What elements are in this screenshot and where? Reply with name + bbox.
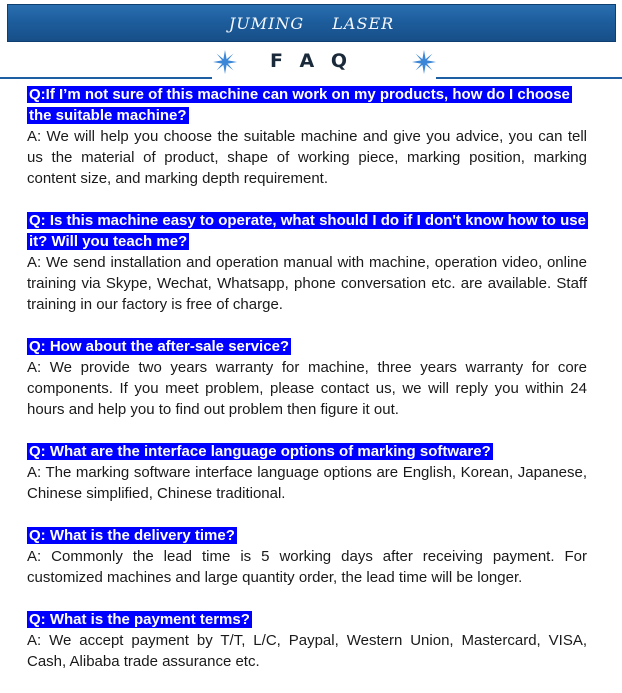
brand-title: JUMING LASER [228,13,395,33]
faq-heading-row [0,44,622,78]
faq-question: Q: Is this machine easy to operate, what should I do if I don't know how to use it? Will you teach me? [29,212,586,250]
faq-answer: A: We provide two years warranty for machine, three years warranty for core components. If you meet problem, please contact us, we will reply you within 24 hours and help you to find out problem then figure it out. [27,359,587,418]
faq-question: Q: What is the payment terms? [29,611,250,628]
faq-answer: A: We accept payment by T/T, L/C, Paypal, Western Union, Mastercard, VISA, Cash, Alibaba trade assurance etc. [27,632,587,670]
faq-item [27,609,587,672]
divider-line-right [436,77,622,79]
faq-item [27,84,587,189]
faq-answer: A: Commonly the lead time is 5 working days after receiving payment. For customized machines and large quantity order, the lead time will be longer. [27,548,587,586]
faq-answer: A: We send installation and operation manual with machine, operation video, online training via Skype, Wechat, Whatsapp, phone conversation etc. are available. Staff training in our factory is free of charge. [27,254,587,313]
faq-question: Q: How about the after-sale service? [29,338,290,355]
faq-list [27,84,587,693]
faq-question: Q: What are the interface language options of marking software? [29,443,491,460]
divider-line-left [0,77,212,79]
faq-answer: A: The marking software interface language options are English, Korean, Japanese, Chinese simplified, Chinese traditional. [27,464,587,502]
faq-item [27,525,587,588]
faq-question: Q: What is the delivery time? [29,527,235,544]
faq-item [27,210,587,315]
faq-item [27,441,587,504]
faq-item [27,336,587,420]
faq-title: F A Q [269,50,353,72]
faq-question: Q:If I’m not sure of this machine can work on my products, how do I choose the suitable machine? [29,86,570,124]
header-banner [7,4,616,42]
faq-answer: A: We will help you choose the suitable machine and give you advice, you can tell us the material of product, shape of working piece, marking position, marking content size, and marking depth requirement. [27,128,587,187]
